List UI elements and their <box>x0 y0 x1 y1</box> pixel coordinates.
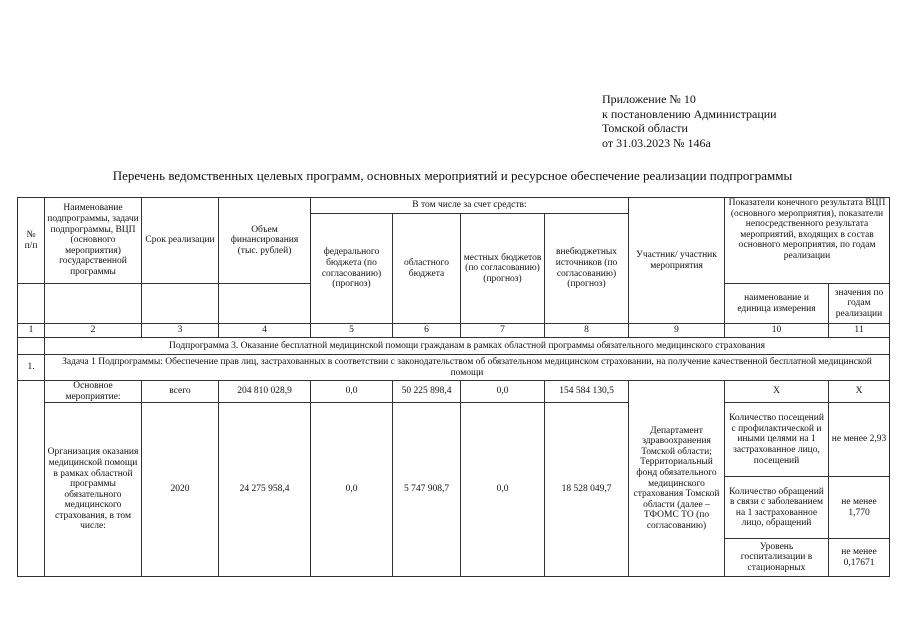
col-num-2: 2 <box>45 324 142 338</box>
col-num-9: 9 <box>629 324 725 338</box>
event-participant: Департамент здравоохранения Томской области; Территориальный фонд обязательного медицинского страхования Томской области (далее – ТФОМС ТО (по согласованию) <box>629 381 725 577</box>
subprogram-num <box>18 338 45 355</box>
col-num-8: 8 <box>545 324 629 338</box>
header-participant: Участник/ участник мероприятия <box>629 198 725 324</box>
event-name-part1: Основное мероприятие: <box>45 381 142 403</box>
appendix-line-2: к постановлению Администрации <box>602 106 777 121</box>
header-volume: Объем финансирования (тыс. рублей) <box>219 198 311 284</box>
header-ind-name: наименование и единица измерения <box>725 284 829 324</box>
header-term: Срок реализации <box>142 198 219 284</box>
header-volume-cont <box>219 284 311 324</box>
appendix-block <box>602 92 777 150</box>
indicator-value-1: не менее 2,93 <box>829 403 890 477</box>
col-num-7: 7 <box>461 324 545 338</box>
subprogram-row: Подпрограмма 3. Оказание бесплатной медицинской помощи гражданам в рамках областной программы обязательного медицинского страхования <box>45 338 890 355</box>
total-extra: 154 584 130,5 <box>545 381 629 403</box>
year-volume: 24 275 958,4 <box>219 403 311 577</box>
indicator-name-1: Количество посещений с профилактической и иными целями на 1 застрахованное лицо, посещений <box>725 403 829 477</box>
col-num-10: 10 <box>725 324 829 338</box>
document-title: Перечень ведомственных целевых программ, основных мероприятий и ресурсное обеспечение реализации подпрограммы <box>112 168 793 183</box>
header-indicators-group: Показатели конечного результата ВЦП (основного мероприятия), показатели непосредственного результата мероприятий, входящих в состав основного мероприятия, по годам реализации <box>725 198 890 284</box>
appendix-line-4: от 31.03.2023 № 146а <box>602 135 711 150</box>
header-sources-group: В том числе за счет средств: <box>311 198 629 214</box>
total-federal: 0,0 <box>311 381 393 403</box>
year-federal: 0,0 <box>311 403 393 577</box>
col-num-3: 3 <box>142 324 219 338</box>
header-extra: внебюджетных источников (по согласованию) (прогноз) <box>545 214 629 324</box>
total-volume: 204 810 028,9 <box>219 381 311 403</box>
col-num-1: 1 <box>18 324 45 338</box>
event-name-part2: Организация оказания медицинской помощи в рамках областной программы обязательного медицинского страхования, в том числе: <box>45 403 142 577</box>
total-regional: 50 225 898,4 <box>393 381 461 403</box>
total-ind-name: X <box>725 381 829 403</box>
programs-table <box>17 197 890 577</box>
header-num: № п/п <box>18 198 45 284</box>
header-num-cont <box>18 284 45 324</box>
col-num-5: 5 <box>311 324 393 338</box>
year-regional: 5 747 908,7 <box>393 403 461 577</box>
indicator-name-2: Количество обращений в связи с заболеванием на 1 застрахованное лицо, обращений <box>725 477 829 539</box>
appendix-line-3: Томской области <box>602 121 688 135</box>
task-row: Задача 1 Подпрограммы: Обеспечение прав лиц, застрахованных в соответствии с законодательством об обязательном медицинском страховании, на получение качественной бесплатной медицинской помощи <box>45 355 890 381</box>
indicator-value-3: не менее 0,17671 <box>829 539 890 577</box>
header-ind-values: значения по годам реализации <box>829 284 890 324</box>
header-name-cont <box>45 284 142 324</box>
header-regional: областного бюджета <box>393 214 461 324</box>
total-ind-value: X <box>829 381 890 403</box>
task-num: 1. <box>18 355 45 381</box>
indicator-name-3: Уровень госпитализации в стационарных <box>725 539 829 577</box>
indicator-value-2: не менее 1,770 <box>829 477 890 539</box>
col-num-11: 11 <box>829 324 890 338</box>
col-num-4: 4 <box>219 324 311 338</box>
year-term: 2020 <box>142 403 219 577</box>
year-extra: 18 528 049,7 <box>545 403 629 577</box>
col-num-6: 6 <box>393 324 461 338</box>
event-num <box>18 381 45 577</box>
header-term-cont <box>142 284 219 324</box>
total-term: всего <box>142 381 219 403</box>
header-local: местных бюджетов (по согласованию) (прогноз) <box>461 214 545 324</box>
header-name: Наименование подпрограммы, задачи подпрограммы, ВЦП (основного мероприятия) государственной программы <box>45 198 142 284</box>
header-federal: федерального бюджета (по согласованию) (прогноз) <box>311 214 393 324</box>
total-local: 0,0 <box>461 381 545 403</box>
year-local: 0,0 <box>461 403 545 577</box>
appendix-line-1: Приложение № 10 <box>602 92 696 106</box>
